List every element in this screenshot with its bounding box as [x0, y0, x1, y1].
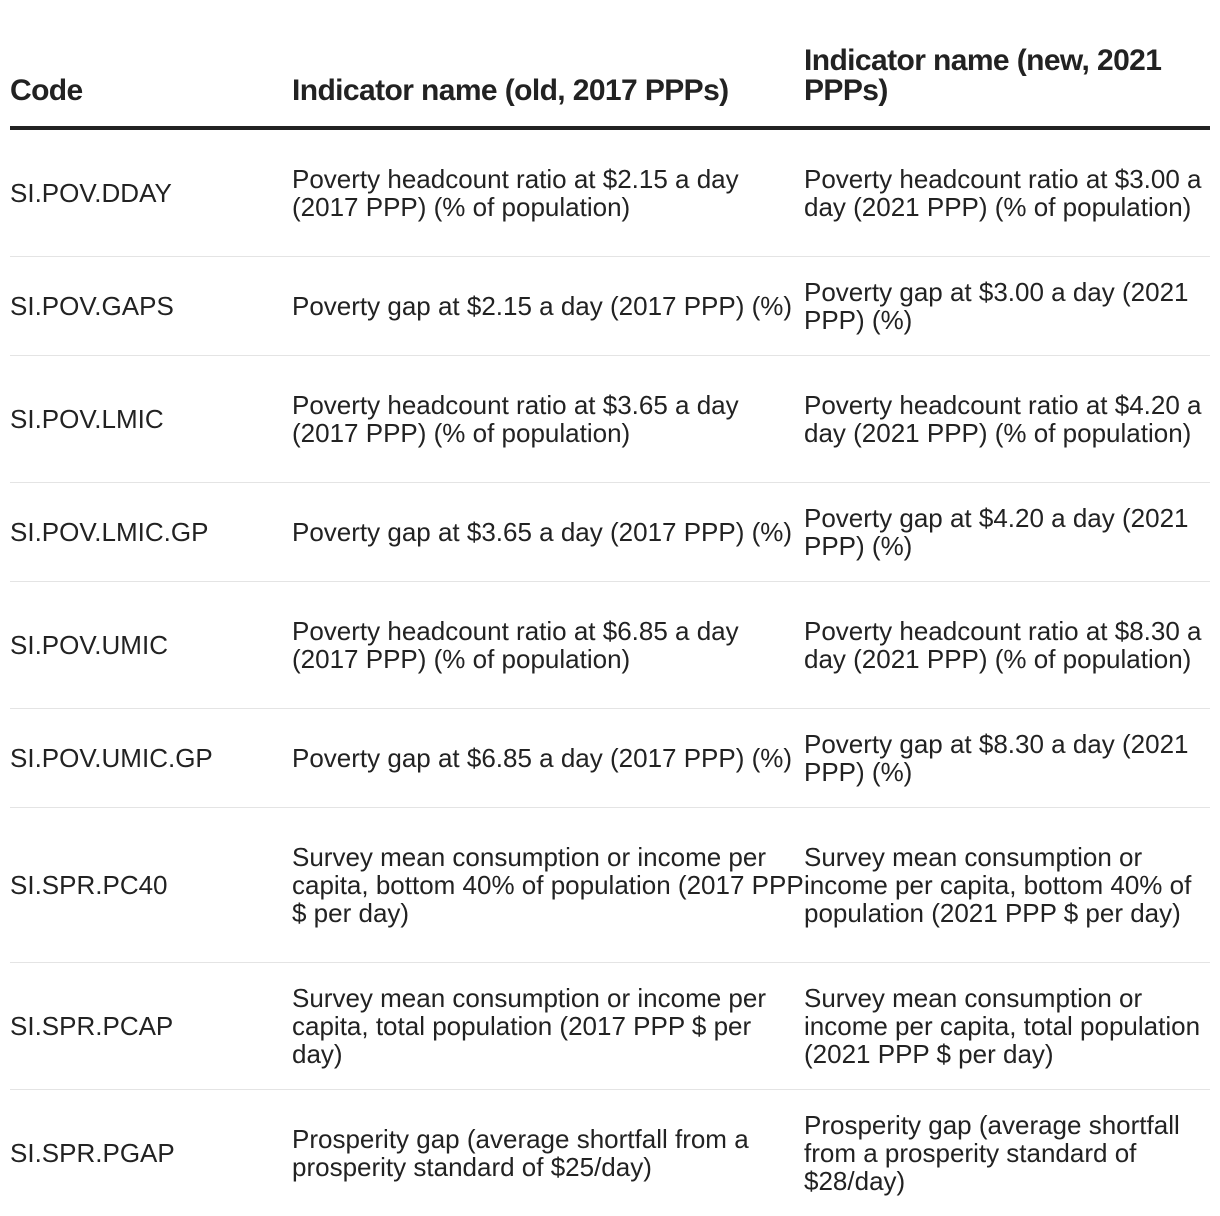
header-new-indicator-name: Indicator name (new, 2021 PPPs) — [804, 0, 1210, 128]
cell-code: SI.POV.DDAY — [10, 128, 292, 257]
cell-old-name: Poverty gap at $2.15 a day (2017 PPP) (%) — [292, 257, 804, 356]
cell-code: SI.SPR.PGAP — [10, 1138, 175, 1168]
cell-new-name: Prosperity gap (average shortfall from a prosperity standard of $28/day) — [804, 1110, 1180, 1196]
cell-old-name: Survey mean consumption or income per capita, total population (2017 PPP $ per day) — [292, 963, 804, 1090]
header-row — [10, 0, 1210, 128]
indicator-table — [10, 0, 1210, 1216]
cell-code: SI.POV.UMIC.GP — [10, 709, 292, 808]
indicator-table-container — [10, 0, 1210, 1216]
cell-code: SI.SPR.PCAP — [10, 963, 292, 1090]
cell-old-name: Poverty gap at $6.85 a day (2017 PPP) (%) — [292, 709, 804, 808]
cell-new-name: Poverty headcount ratio at $4.20 a day (2021 PPP) (% of population) — [804, 356, 1210, 483]
table-body — [10, 128, 1210, 1216]
header-old-indicator-name: Indicator name (old, 2017 PPPs) — [292, 0, 804, 128]
cell-new-name: Poverty gap at $8.30 a day (2021 PPP) (%) — [804, 709, 1210, 808]
table-row — [10, 582, 1210, 709]
cell-new-name: Survey mean consumption or income per capita, total population (2021 PPP $ per day) — [804, 963, 1210, 1090]
cell-old-name: Poverty headcount ratio at $3.65 a day (2017 PPP) (% of population) — [292, 356, 804, 483]
cell-old-name: Poverty headcount ratio at $6.85 a day (2017 PPP) (% of population) — [292, 582, 804, 709]
table-row — [10, 128, 1210, 257]
cell-code: SI.POV.LMIC.GP — [10, 483, 292, 582]
cell-old-name: Poverty gap at $3.65 a day (2017 PPP) (%) — [292, 483, 804, 582]
cell-code: SI.POV.LMIC — [10, 356, 292, 483]
cell-old-name: Poverty headcount ratio at $2.15 a day (2017 PPP) (% of population) — [292, 128, 804, 257]
cell-code: SI.POV.GAPS — [10, 257, 292, 356]
cell-new-name: Poverty gap at $4.20 a day (2021 PPP) (%) — [804, 483, 1210, 582]
cell-new-name: Survey mean consumption or income per capita, bottom 40% of population (2021 PPP $ per day) — [804, 808, 1210, 963]
cell-new-name: Poverty headcount ratio at $8.30 a day (2021 PPP) (% of population) — [804, 582, 1210, 709]
cell-code: SI.SPR.PC40 — [10, 808, 292, 963]
cell-new-name: Poverty gap at $3.00 a day (2021 PPP) (%) — [804, 257, 1210, 356]
table-header — [10, 0, 1210, 128]
cell-code: SI.POV.UMIC — [10, 582, 292, 709]
table-row — [10, 808, 1210, 963]
table-row — [10, 709, 1210, 808]
cell-new-name: Poverty headcount ratio at $3.00 a day (2021 PPP) (% of population) — [804, 128, 1210, 257]
table-row — [10, 1090, 1210, 1216]
table-row — [10, 963, 1210, 1090]
table-row — [10, 257, 1210, 356]
header-code: Code — [10, 0, 292, 128]
cell-old-name: Prosperity gap (average shortfall from a prosperity standard of $25/day) — [292, 1124, 749, 1182]
table-row — [10, 356, 1210, 483]
cell-old-name: Survey mean consumption or income per capita, bottom 40% of population (2017 PPP $ per day) — [292, 808, 804, 963]
table-row — [10, 483, 1210, 582]
